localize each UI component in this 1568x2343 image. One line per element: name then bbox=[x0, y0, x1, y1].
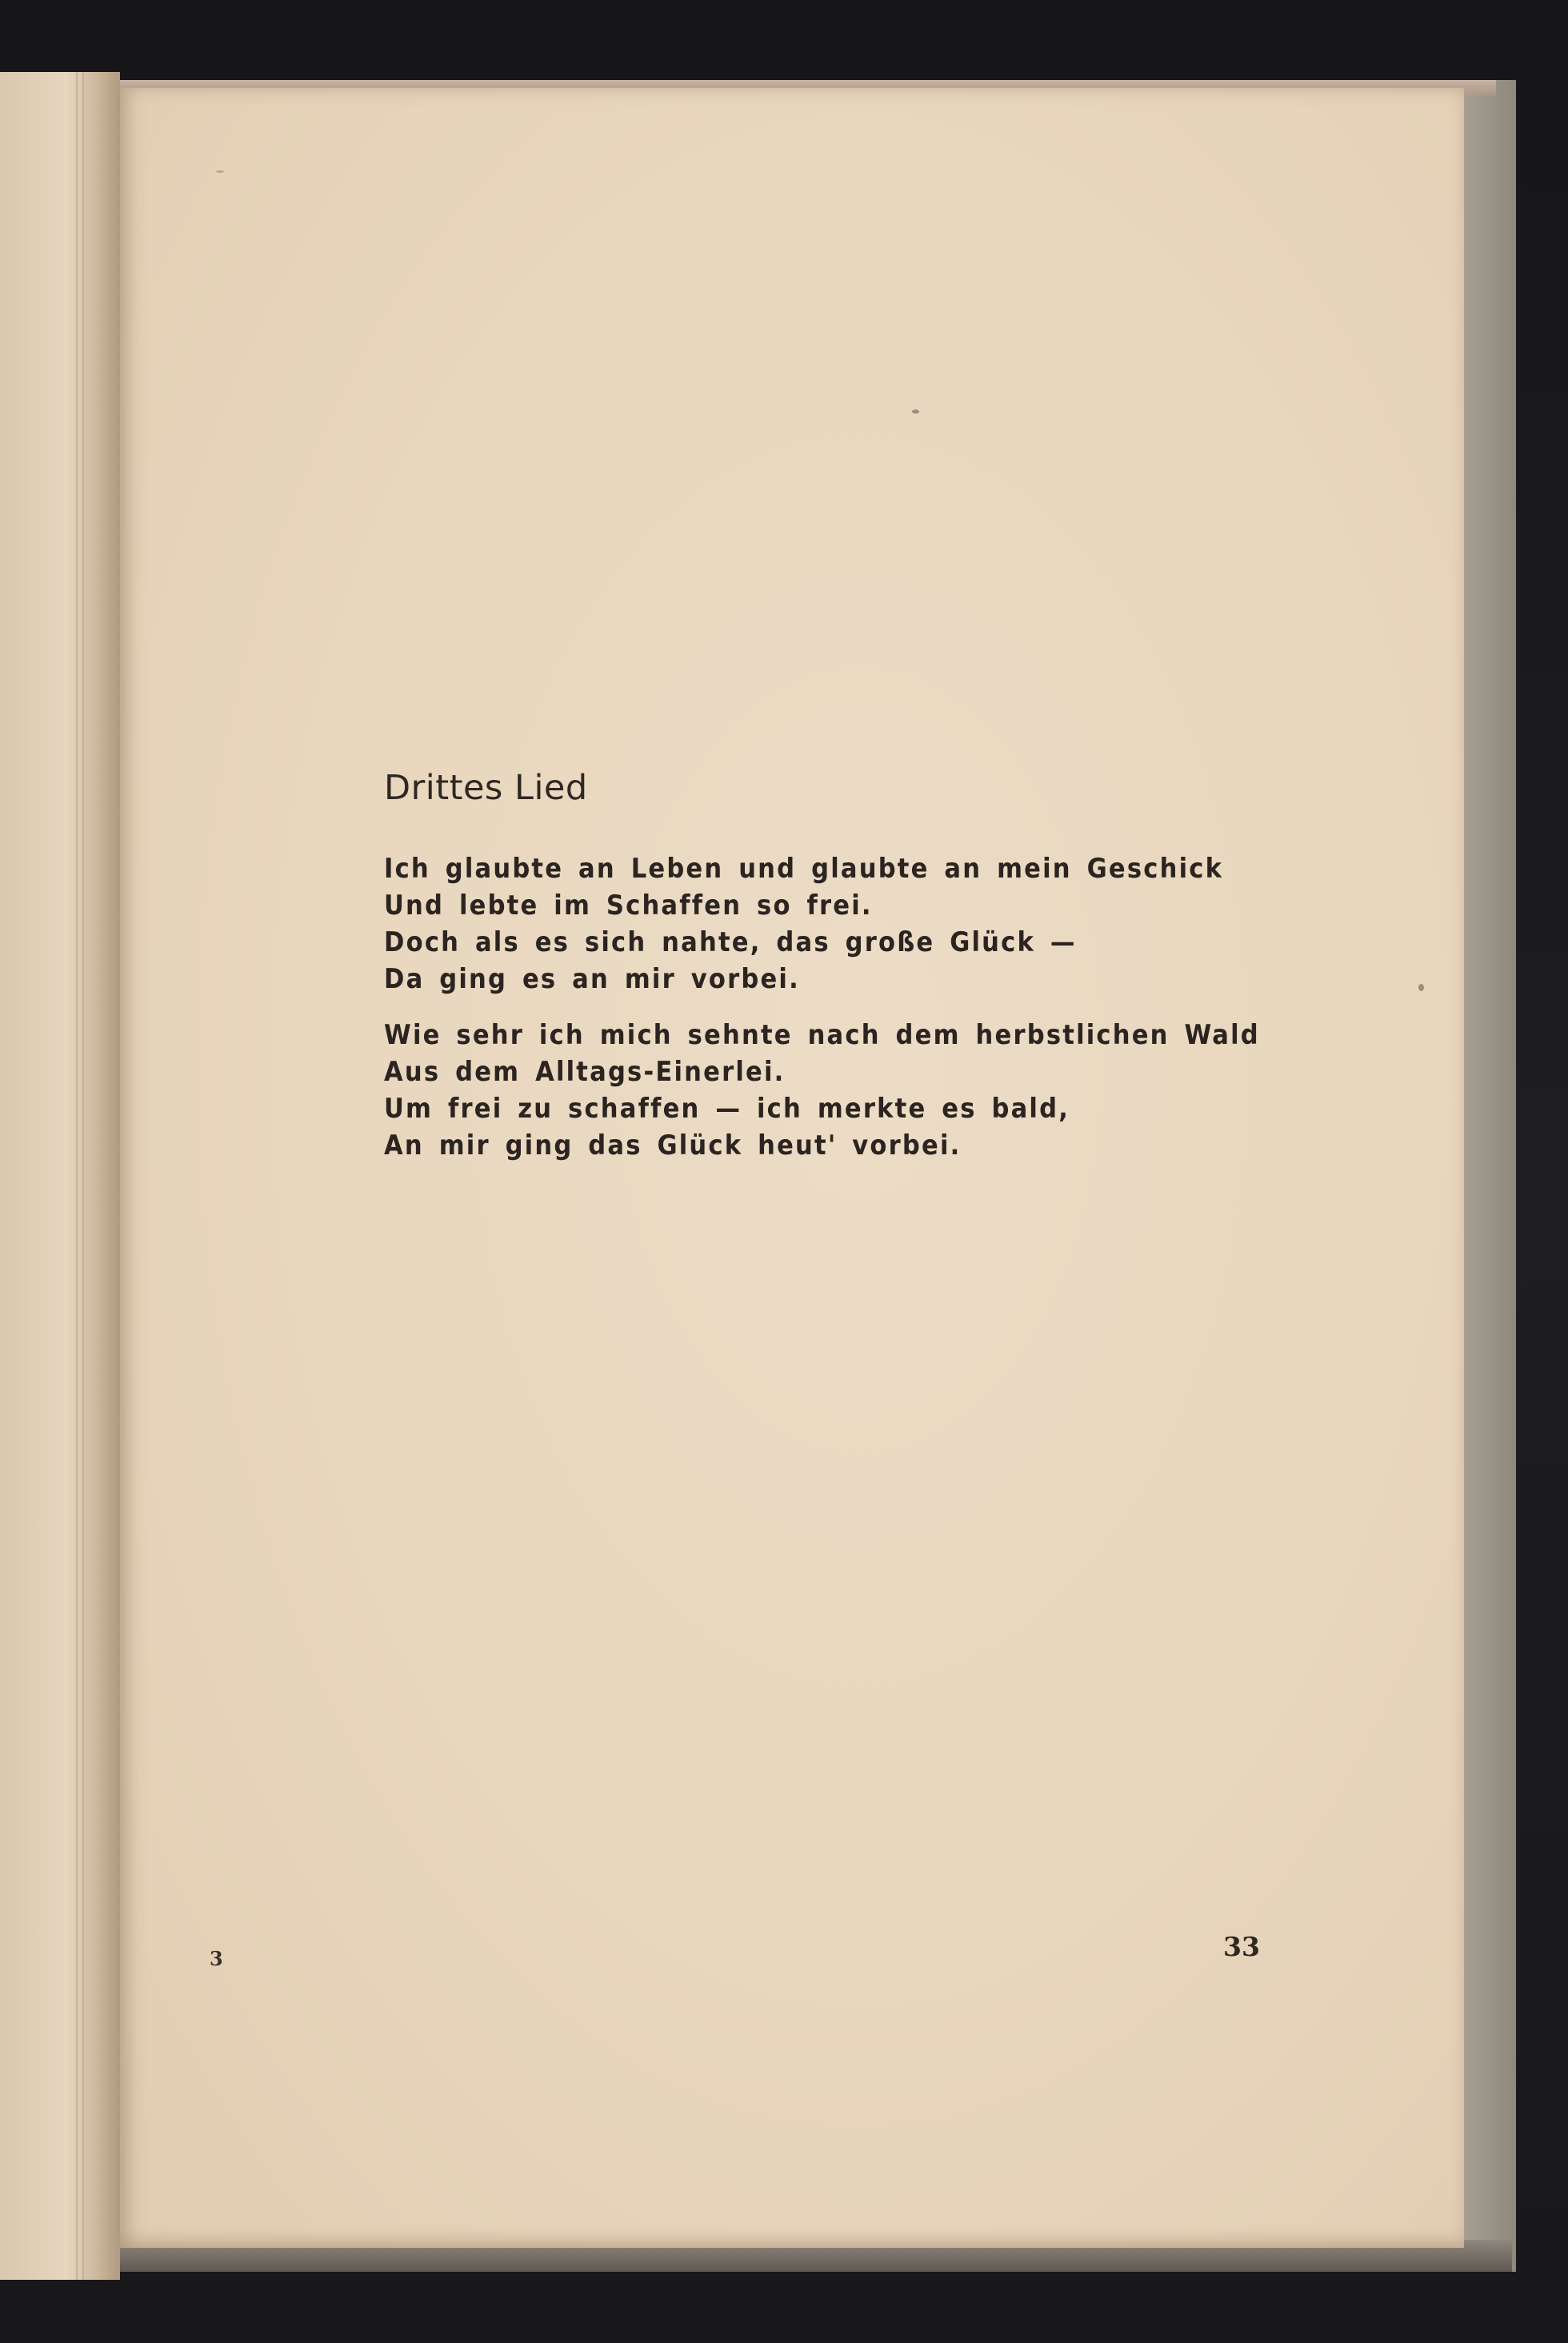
page-gutter-fold bbox=[76, 72, 84, 2280]
verse-line: Wie sehr ich mich sehnte nach dem herbstlichen Wald bbox=[384, 1019, 1260, 1051]
paper-speck bbox=[912, 410, 919, 414]
facing-page-strip bbox=[0, 72, 120, 2280]
verse-line: Ich glaubte an Leben und glaubte an mein Geschick bbox=[384, 853, 1224, 885]
paper-speck bbox=[216, 170, 224, 173]
verse-line: An mir ging das Glück heut' vorbei. bbox=[384, 1130, 962, 1162]
verse-line: Aus dem Alltags-Einerlei. bbox=[384, 1056, 786, 1088]
verse-line: Und lebte im Schaffen so frei. bbox=[384, 890, 873, 922]
stanza bbox=[384, 850, 1223, 998]
verse-line: Doch als es sich nahte, das große Glück — bbox=[384, 926, 1077, 958]
printer-signature-mark: 3 bbox=[210, 1947, 223, 1970]
verse-line: Da ging es an mir vorbei. bbox=[384, 963, 800, 995]
book-page bbox=[120, 88, 1464, 2248]
stanza bbox=[384, 1017, 1260, 1164]
poem-title: Drittes Lied bbox=[384, 768, 588, 808]
verse-line: Um frei zu schaffen — ich merkte es bald, bbox=[384, 1093, 1070, 1125]
page-number: 33 bbox=[1223, 1931, 1260, 1962]
paper-speck bbox=[1418, 984, 1424, 991]
